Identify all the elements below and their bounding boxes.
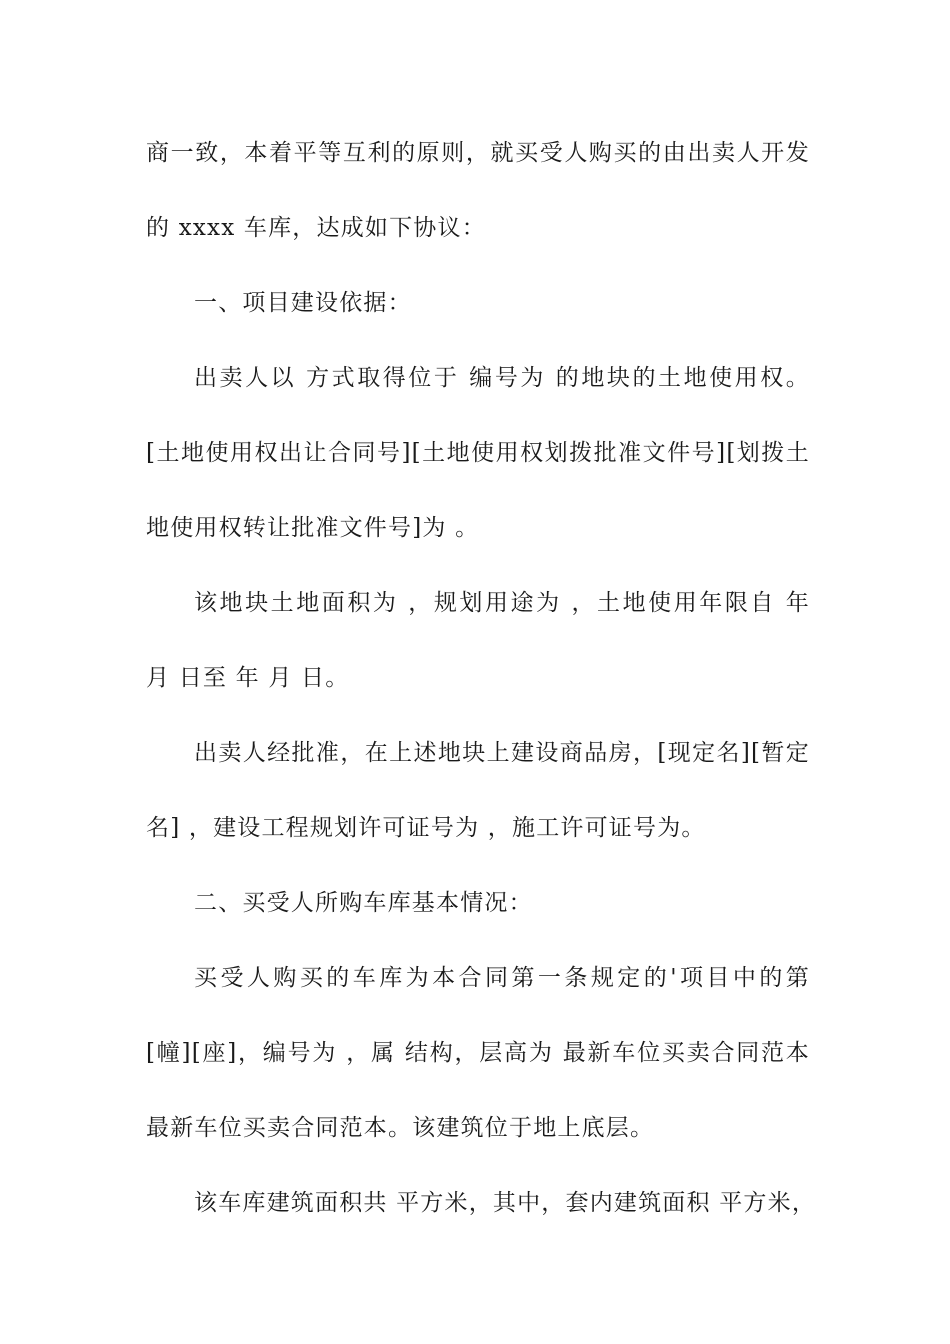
paragraph-line-14: 最新车位买卖合同范本。该建筑位于地上底层。 [146,1115,655,1141]
paragraph-line-13: [幢][座]，编号为 ，属 结构，层高为 最新车位买卖合同范本 [146,1040,810,1066]
section-heading-1: 一、项目建设依据： [194,290,412,316]
paragraph-line-2: 的 xxxx 车库，达成如下协议： [146,215,486,241]
paragraph-line-9: 出卖人经批准，在上述地块上建设商品房，[现定名][暂定 [194,740,810,766]
paragraph-line-12: 买受人购买的车库为本合同第一条规定的'项目中的第 [194,965,810,991]
paragraph-line-4: 出卖人以 方式取得位于 编号为 的地块的土地使用权。 [194,365,810,391]
paragraph-line-5: [土地使用权出让合同号][土地使用权划拨批准文件号][划拨土 [146,440,810,466]
paragraph-line-6: 地使用权转让批准文件号]为 。 [146,515,480,541]
section-heading-2: 二、买受人所购车库基本情况： [194,890,533,916]
paragraph-line-8: 月 日至 年 月 日。 [146,665,350,691]
paragraph-line-10: 名] ，建设工程规划许可证号为 ，施工许可证号为。 [146,815,706,841]
paragraph-line-1: 商一致，本着平等互利的原则，就买受人购买的由出卖人开发 [146,140,810,166]
paragraph-line-15: 该车库建筑面积共 平方米，其中，套内建筑面积 平方米， [194,1190,817,1216]
paragraph-line-7: 该地块土地面积为 ，规划用途为 ，土地使用年限自 年 [194,590,810,616]
